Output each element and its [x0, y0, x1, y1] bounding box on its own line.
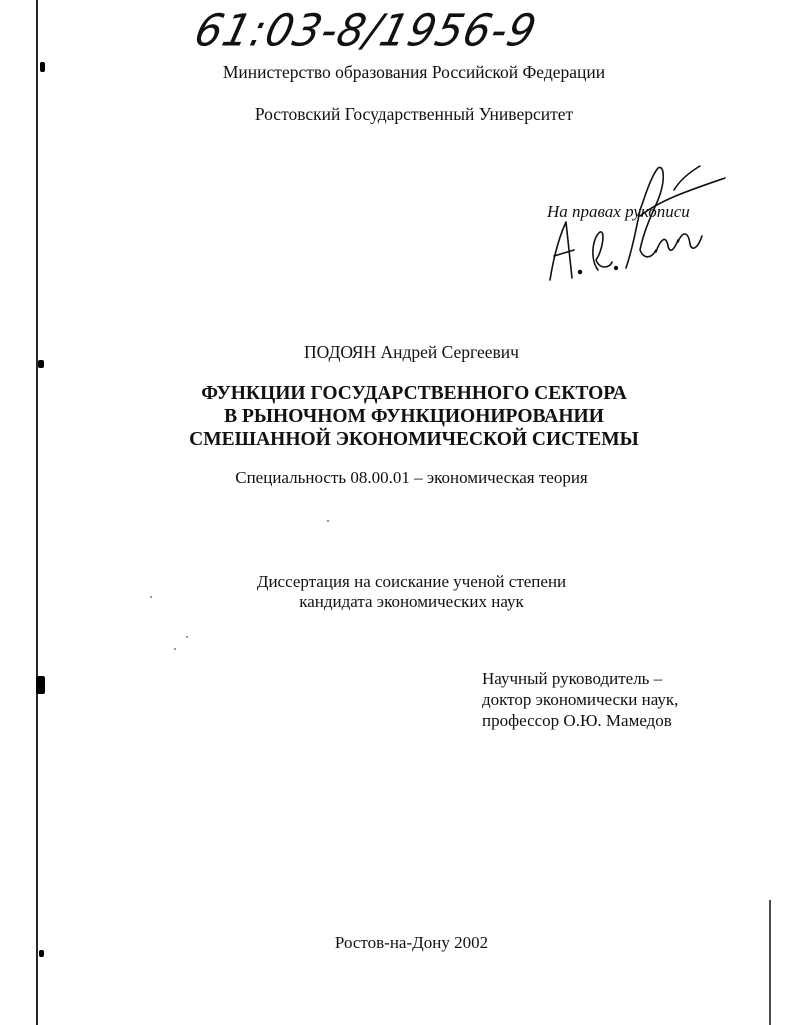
supervisor-line: профессор О.Ю. Мамедов [482, 711, 672, 730]
university-name: Ростовский Государственный Университет [254, 104, 574, 124]
scan-speck [327, 520, 329, 522]
degree-line: кандидата экономических наук [299, 592, 524, 611]
ministry-name: Министерство образования Российской Федерации [222, 62, 606, 82]
author-name: ПОДОЯН Андрей Сергеевич [304, 342, 519, 362]
title-line: В РЫНОЧНОМ ФУНКЦИОНИРОВАНИИ [224, 406, 604, 427]
title-line: ФУНКЦИИ ГОСУДАРСТВЕННОГО СЕКТОРА [201, 383, 627, 404]
scientific-supervisor [482, 668, 678, 731]
scan-edge-right [769, 900, 771, 1025]
city-and-year: Ростов-на-Дону 2002 [334, 933, 489, 952]
archive-code-handwritten: 61:03-8/1956-9 [189, 4, 543, 57]
scan-speck [186, 636, 188, 638]
scan-edge-left [36, 0, 38, 1025]
supervisor-line: Научный руководитель – [482, 669, 663, 688]
supervisor-line: доктор экономически наук, [482, 690, 679, 709]
manuscript-note: На правах рукописи [547, 202, 690, 221]
degree-statement [0, 572, 793, 612]
scan-mark [36, 676, 45, 694]
degree-line: Диссертация на соискание ученой степени [256, 572, 567, 591]
specialty: Специальность 08.00.01 – экономическая теория [235, 468, 588, 487]
scan-speck [150, 596, 152, 598]
dissertation-title [0, 382, 793, 451]
author-signature [540, 160, 730, 290]
scan-speck [174, 648, 176, 650]
title-line: СМЕШАННОЙ ЭКОНОМИЧЕСКОЙ СИСТЕМЫ [189, 429, 639, 450]
